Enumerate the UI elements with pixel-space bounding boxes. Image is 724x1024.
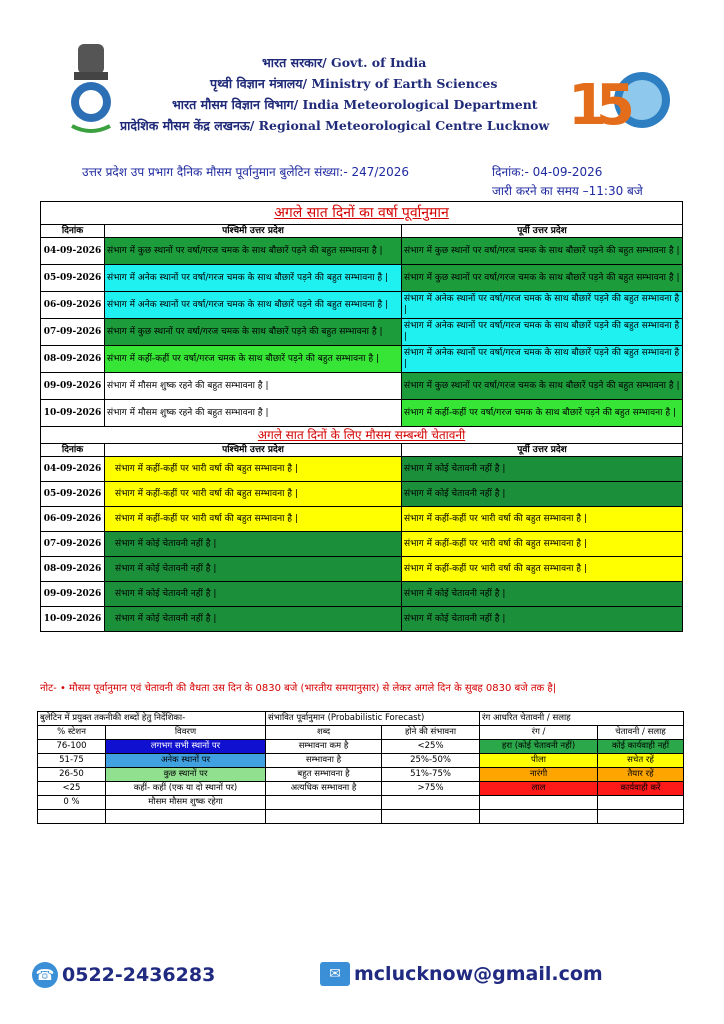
west-warning: संभाग में कहीं-कहीं पर भारी वर्षा की बहुत सम्भावना है | bbox=[105, 457, 402, 482]
legend-advice: कार्यवाही करें bbox=[598, 782, 684, 796]
row-date: 08-09-2026 bbox=[41, 346, 105, 373]
national-emblem-icon bbox=[60, 40, 122, 136]
legend-advice: सचेत रहें bbox=[598, 754, 684, 768]
header-imd: भारत मौसम विज्ञान विभाग/ India Meteorological Department bbox=[172, 97, 538, 112]
legend-colour: हरा (कोई चेतावनी नहीं) bbox=[480, 740, 598, 754]
legend-desc: लगभग सभी स्थानों पर bbox=[106, 740, 266, 754]
table-row bbox=[41, 582, 683, 607]
row-date: 07-09-2026 bbox=[41, 532, 105, 557]
header-govt: भारत सरकार/ Govt. of India bbox=[262, 55, 427, 70]
phone-icon: ☎ bbox=[32, 962, 58, 988]
col-east: पूर्वी उत्तर प्रदेश bbox=[402, 444, 683, 457]
east-warning: संभाग में कहीं-कहीं पर भारी वर्षा की बहुत सम्भावना है | bbox=[402, 532, 683, 557]
email-address[interactable]: mclucknow@gmail.com bbox=[354, 963, 603, 985]
legend-color-heading: रंग आधरित चेतावनी / सलाह bbox=[480, 712, 684, 726]
legend-colour: पीला bbox=[480, 754, 598, 768]
east-forecast: संभाग में कुछ स्थानों पर वर्षा/गरज चमक के साथ बौछारें पड़ने की बहुत सम्भावना है | bbox=[402, 238, 683, 265]
header bbox=[0, 0, 724, 150]
col-date: दिनांक bbox=[41, 225, 105, 238]
table-row bbox=[41, 292, 683, 319]
legend-word: सम्भावना कम है bbox=[266, 740, 382, 754]
legend-chance bbox=[382, 796, 480, 810]
svg-text:5: 5 bbox=[596, 73, 635, 138]
east-forecast: संभाग में अनेक स्थानों पर वर्षा/गरज चमक के साथ बौछारें पड़ने की बहुत सम्भावना है | bbox=[402, 292, 683, 319]
west-forecast: संभाग में कहीं-कहीं पर वर्षा/गरज चमक के साथ बौछारें पड़ने की बहुत सम्भावना है | bbox=[105, 346, 402, 373]
east-warning: संभाग में कोई चेतावनी नहीं है | bbox=[402, 607, 683, 632]
legend-pct: 51-75 bbox=[38, 754, 106, 768]
row-date: 05-09-2026 bbox=[41, 482, 105, 507]
east-warning: संभाग में कहीं-कहीं पर भारी वर्षा की बहुत सम्भावना है | bbox=[402, 557, 683, 582]
table-row bbox=[38, 740, 684, 754]
table-row bbox=[41, 557, 683, 582]
legend-advice bbox=[598, 796, 684, 810]
legend-pct: 26-50 bbox=[38, 768, 106, 782]
legend-desc: अनेक स्थानों पर bbox=[106, 754, 266, 768]
table-row bbox=[41, 373, 683, 400]
col-date: दिनांक bbox=[41, 444, 105, 457]
west-warning: संभाग में कहीं-कहीं पर भारी वर्षा की बहुत सम्भावना है | bbox=[105, 482, 402, 507]
table-row bbox=[41, 319, 683, 346]
west-warning: संभाग में कहीं-कहीं पर भारी वर्षा की बहुत सम्भावना है | bbox=[105, 507, 402, 532]
legend-pct: <25 bbox=[38, 782, 106, 796]
table-row bbox=[38, 782, 684, 796]
validity-note: नोट- • मौसम पूर्वानुमान एवं चेतावनी की वैधता उस दिन के 0830 बजे (भारतीय समयानुसार) से लेकर अगले दिन के सुबह 0830 बजे तक है| bbox=[40, 683, 557, 694]
legend-colour bbox=[480, 796, 598, 810]
east-warning: संभाग में कोई चेतावनी नहीं है | bbox=[402, 482, 683, 507]
col-west: पश्चिमी उत्तर प्रदेश bbox=[105, 225, 402, 238]
legend-word-header: शब्द bbox=[266, 726, 382, 740]
legend-advice: तैयार रहें bbox=[598, 768, 684, 782]
table-row bbox=[41, 607, 683, 632]
legend-table bbox=[37, 711, 684, 824]
row-date: 08-09-2026 bbox=[41, 557, 105, 582]
table-row bbox=[41, 457, 683, 482]
bulletin-date: दिनांक:- 04-09-2026 bbox=[492, 165, 603, 179]
east-forecast: संभाग में कहीं-कहीं पर वर्षा/गरज चमक के साथ बौछारें पड़ने की बहुत सम्भावना है | bbox=[402, 400, 683, 427]
mail-icon: ✉ bbox=[320, 962, 350, 986]
west-warning: संभाग में कोई चेतावनी नहीं है | bbox=[105, 557, 402, 582]
col-east: पूर्वी उत्तर प्रदेश bbox=[402, 225, 683, 238]
forecast-title: अगले सात दिनों का वर्षा पूर्वानुमान bbox=[41, 202, 683, 225]
row-date: 10-09-2026 bbox=[41, 400, 105, 427]
legend-pct-header: % स्टेशन bbox=[38, 726, 106, 740]
west-forecast: संभाग में कुछ स्थानों पर वर्षा/गरज चमक के साथ बौछारें पड़ने की बहुत सम्भावना है | bbox=[105, 319, 402, 346]
legend-terms-heading: बुलेटिन में प्रयुक्त तकनीकी शब्दों हेतु निर्देशिका- bbox=[38, 712, 266, 726]
legend-word: अत्यधिक सम्भावना है bbox=[266, 782, 382, 796]
legend-chance: 51%-75% bbox=[382, 768, 480, 782]
row-date: 06-09-2026 bbox=[41, 507, 105, 532]
legend-pct: 76-100 bbox=[38, 740, 106, 754]
header-rmc: प्रादेशिक मौसम केंद्र लखनऊ/ Regional Meteorological Centre Lucknow bbox=[120, 118, 550, 133]
legend-advice: कोई कार्यवाही नहीं bbox=[598, 740, 684, 754]
table-row bbox=[41, 482, 683, 507]
legend-desc-header: विवरण bbox=[106, 726, 266, 740]
legend-colour: नारंगी bbox=[480, 768, 598, 782]
east-warning: संभाग में कोई चेतावनी नहीं है | bbox=[402, 457, 683, 482]
row-date: 06-09-2026 bbox=[41, 292, 105, 319]
col-west: पश्चिमी उत्तर प्रदेश bbox=[105, 444, 402, 457]
legend-chance: >75% bbox=[382, 782, 480, 796]
footer-phone[interactable] bbox=[32, 962, 215, 988]
legend-desc: कुछ स्थानों पर bbox=[106, 768, 266, 782]
table-row bbox=[38, 796, 684, 810]
east-forecast: संभाग में अनेक स्थानों पर वर्षा/गरज चमक के साथ बौछारें पड़ने की बहुत सम्भावना है | bbox=[402, 346, 683, 373]
table-row bbox=[41, 507, 683, 532]
legend-word: बहुत सम्भावना है bbox=[266, 768, 382, 782]
west-warning: संभाग में कोई चेतावनी नहीं है | bbox=[105, 532, 402, 557]
legend-colour: लाल bbox=[480, 782, 598, 796]
warnings-title: अगले सात दिनों के लिए मौसम सम्बन्धी चेतावनी bbox=[41, 427, 683, 444]
table-row bbox=[38, 768, 684, 782]
legend-prob-heading: संभावित पूर्वानुमान (Probabilistic Forecast) bbox=[266, 712, 480, 726]
east-forecast: संभाग में अनेक स्थानों पर वर्षा/गरज चमक के साथ बौछारें पड़ने की बहुत सम्भावना है | bbox=[402, 319, 683, 346]
east-forecast: संभाग में कुछ स्थानों पर वर्षा/गरज चमक के साथ बौछारें पड़ने की बहुत सम्भावना है | bbox=[402, 373, 683, 400]
east-warning: संभाग में कहीं-कहीं पर भारी वर्षा की बहुत सम्भावना है | bbox=[402, 507, 683, 532]
west-forecast: संभाग में मौसम शुष्क रहने की बहुत सम्भावना है | bbox=[105, 400, 402, 427]
west-warning: संभाग में कोई चेतावनी नहीं है | bbox=[105, 582, 402, 607]
table-row bbox=[38, 754, 684, 768]
legend-advice-header: चेतावनी / सलाह bbox=[598, 726, 684, 740]
west-forecast: संभाग में अनेक स्थानों पर वर्षा/गरज चमक के साथ बौछारें पड़ने की बहुत सम्भावना है | bbox=[105, 265, 402, 292]
svg-text:1: 1 bbox=[568, 73, 607, 138]
row-date: 07-09-2026 bbox=[41, 319, 105, 346]
legend-desc: कहीं- कहीं (एक या दो स्थानों पर) bbox=[106, 782, 266, 796]
table-row bbox=[41, 346, 683, 373]
row-date: 09-09-2026 bbox=[41, 582, 105, 607]
legend-chance: <25% bbox=[382, 740, 480, 754]
west-warning: संभाग में कोई चेतावनी नहीं है | bbox=[105, 607, 402, 632]
phone-number[interactable]: 0522-2436283 bbox=[62, 964, 216, 986]
west-forecast: संभाग में मौसम शुष्क रहने की बहुत सम्भावना है | bbox=[105, 373, 402, 400]
row-date: 05-09-2026 bbox=[41, 265, 105, 292]
table-row bbox=[41, 400, 683, 427]
legend-chance-header: होने की संभावना bbox=[382, 726, 480, 740]
bulletin-issue-time: जारी करने का समय –11:30 बजे bbox=[492, 184, 643, 198]
table-row bbox=[41, 265, 683, 292]
west-forecast: संभाग में कुछ स्थानों पर वर्षा/गरज चमक के साथ बौछारें पड़ने की बहुत सम्भावना है | bbox=[105, 238, 402, 265]
imd-150-logo bbox=[566, 62, 684, 142]
legend-word bbox=[266, 796, 382, 810]
row-date: 04-09-2026 bbox=[41, 457, 105, 482]
legend-desc: मौसम मौसम शुष्क रहेगा bbox=[106, 796, 266, 810]
row-date: 04-09-2026 bbox=[41, 238, 105, 265]
bulletin-title: उत्तर प्रदेश उप प्रभाग दैनिक मौसम पूर्वानुमान बुलेटिन संख्या:- 247/2026 bbox=[82, 165, 409, 179]
legend-pct: 0 % bbox=[38, 796, 106, 810]
row-date: 10-09-2026 bbox=[41, 607, 105, 632]
legend-chance: 25%-50% bbox=[382, 754, 480, 768]
forecast-table bbox=[40, 201, 683, 632]
header-ministry: पृथ्वी विज्ञान मंत्रालय/ Ministry of Earth Sciences bbox=[210, 76, 498, 91]
east-forecast: संभाग में कुछ स्थानों पर वर्षा/गरज चमक के साथ बौछारें पड़ने की बहुत सम्भावना है | bbox=[402, 265, 683, 292]
row-date: 09-09-2026 bbox=[41, 373, 105, 400]
east-warning: संभाग में कोई चेतावनी नहीं है | bbox=[402, 582, 683, 607]
legend-word: सम्भावना है bbox=[266, 754, 382, 768]
legend-colour-header: रंग / bbox=[480, 726, 598, 740]
table-row bbox=[41, 238, 683, 265]
table-row bbox=[41, 532, 683, 557]
header-titles bbox=[120, 52, 560, 136]
west-forecast: संभाग में अनेक स्थानों पर वर्षा/गरज चमक के साथ बौछारें पड़ने की बहुत सम्भावना है | bbox=[105, 292, 402, 319]
footer-email[interactable] bbox=[320, 962, 603, 986]
